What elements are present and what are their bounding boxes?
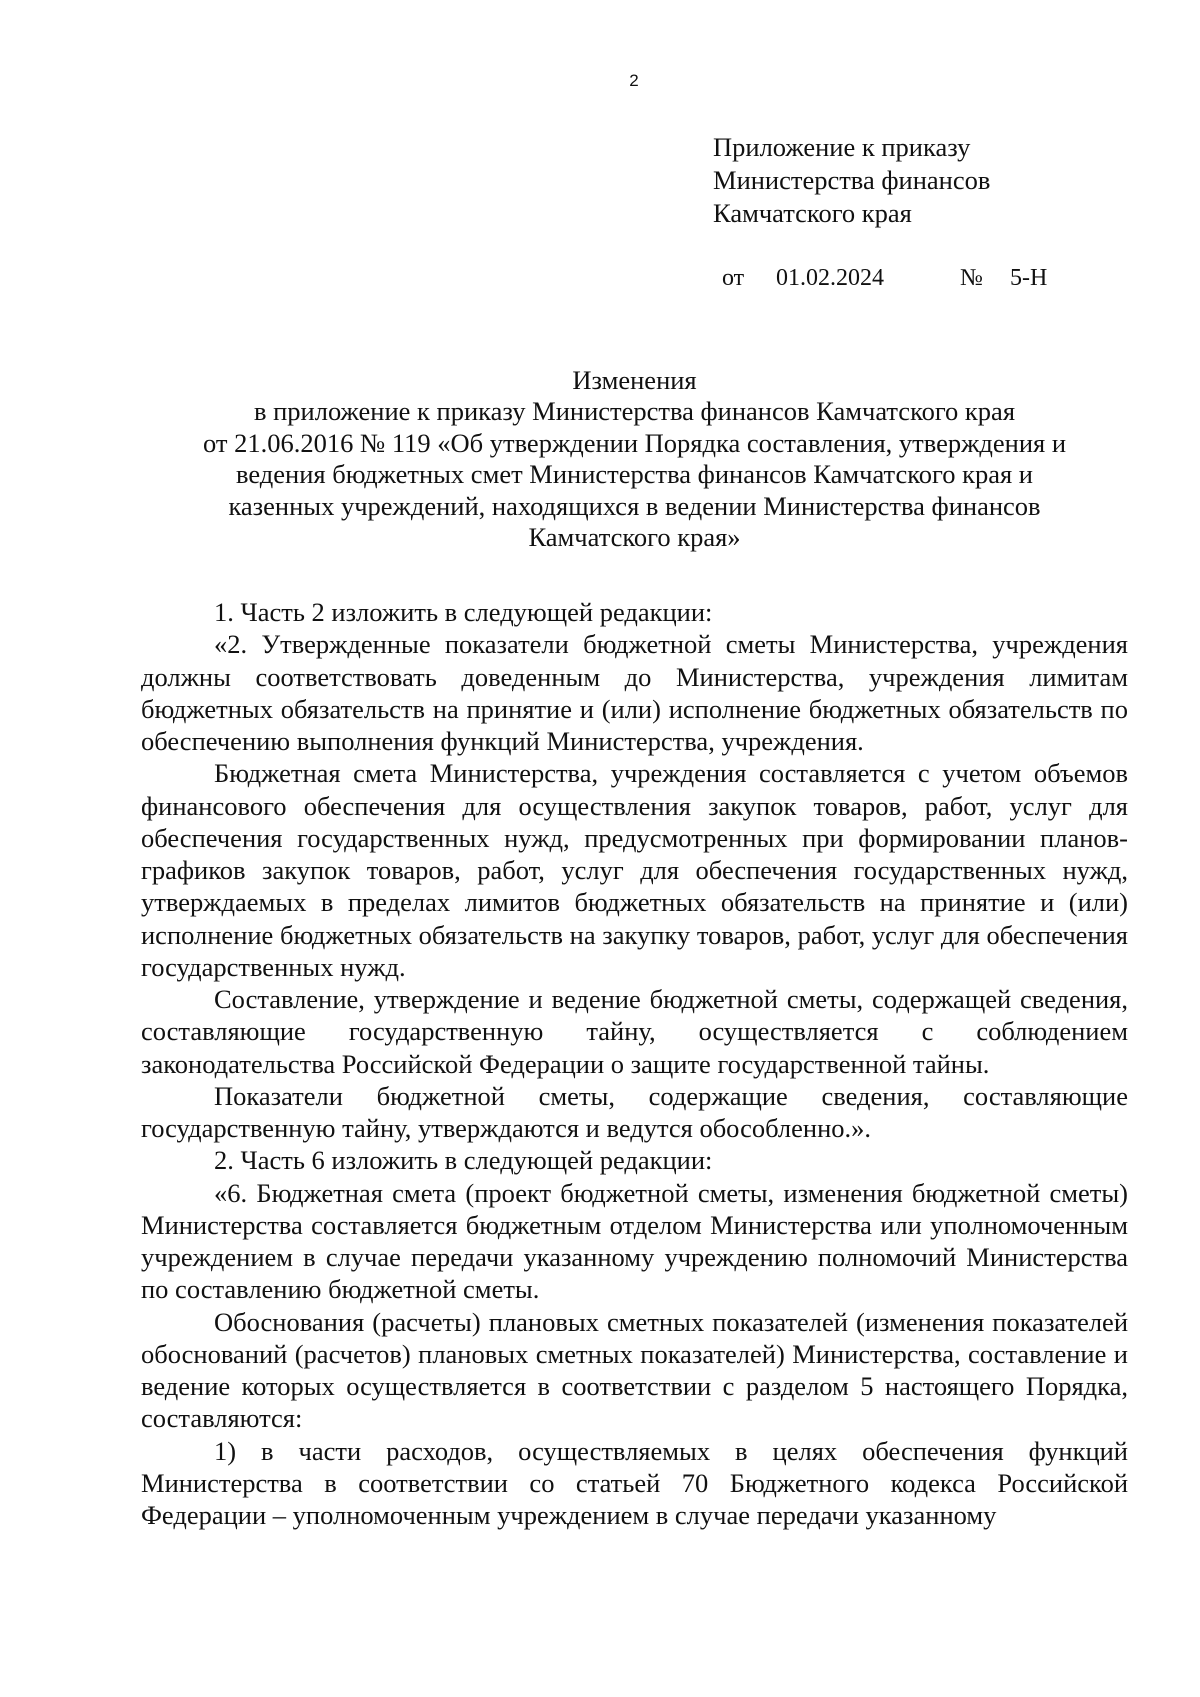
appendix-line-1: Приложение к приказу — [713, 132, 971, 162]
paragraph: Бюджетная смета Министерства, учреждения составляется с учетом объемов финансового обеспечения для осуществления закупок товаров, работ, услуг для обеспечения государственных нужд, предусмотренных при формировании планов-графиков закупок товаров, работ, услуг для обеспечения государственных нужд, утверждаемых в пределах лимитов бюджетных обязательств на принятие и (или) исполнение бюджетных обязательств на закупку товаров, работ, услуг для обеспечения государственных нужд. — [141, 758, 1128, 982]
title-line-4: ведения бюджетных смет Министерства финансов Камчатского края и — [236, 459, 1033, 490]
title-line-3: от 21.06.2016 № 119 «Об утверждении Порядка составления, утверждения и — [202, 427, 1067, 458]
title-line-2: в приложение к приказу Министерства финансов Камчатского края — [253, 396, 1016, 427]
paragraph: Обоснования (расчеты) плановых сметных показателей (изменения показателей обоснований (расчетов) плановых сметных показателей) Министерства, составление и ведение которых осуществляется в соответствии с разделом 5 настоящего Порядка, составляются: — [141, 1306, 1128, 1434]
title-line-1: Изменения — [572, 365, 697, 395]
document-body — [141, 596, 1128, 1531]
number-sign: № — [960, 265, 983, 291]
paragraph: 1) в части расходов, осуществляемых в целях обеспечения функций Министерства в соответствии со статьей 70 Бюджетного кодекса Российской Федерации – уполномоченным учреждением в случае передачи указанному — [141, 1435, 1128, 1530]
paragraph: Составление, утверждение и ведение бюджетной сметы, содержащей сведения, составляющие государственную тайну, осуществляется с соблюдением законодательства Российской Федерации о защите государственной тайны. — [141, 984, 1128, 1079]
date-prefix: от — [722, 265, 745, 291]
document-title — [141, 365, 1128, 553]
paragraph: «6. Бюджетная смета (проект бюджетной сметы, изменения бюджетной сметы) Министерства составляется бюджетным отделом Министерства или уполномоченным учреждением в случае передачи указанному учреждению полномочий Министерства по составлению бюджетной сметы. — [141, 1177, 1128, 1305]
appendix-line-3: Камчатского края — [713, 198, 912, 228]
appendix-line-2: Министерства финансов — [713, 165, 991, 195]
order-number: 5-Н — [1010, 265, 1048, 291]
paragraph: «2. Утвержденные показатели бюджетной сметы Министерства, учреждения должны соответствовать доведенным до Министерства, учреждения лимитам бюджетных обязательств на принятие и (или) исполнение бюджетных обязательств по обеспечению выполнения функций Министерства, учреждения. — [141, 629, 1128, 756]
page-number: 2 — [629, 71, 639, 90]
title-line-6: Камчатского края» — [528, 522, 741, 553]
paragraph: 1. Часть 2 изложить в следующей редакции: — [214, 597, 713, 627]
order-date: 01.02.2024 — [776, 265, 884, 291]
title-line-5: казенных учреждений, находящихся в ведении Министерства финансов — [228, 490, 1041, 521]
appendix-header — [713, 131, 990, 230]
paragraph: 2. Часть 6 изложить в следующей редакции: — [214, 1145, 713, 1176]
paragraph: Показатели бюджетной сметы, содержащие сведения, составляющие государственную тайну, утверждаются и ведутся обособленно.». — [141, 1080, 1128, 1143]
